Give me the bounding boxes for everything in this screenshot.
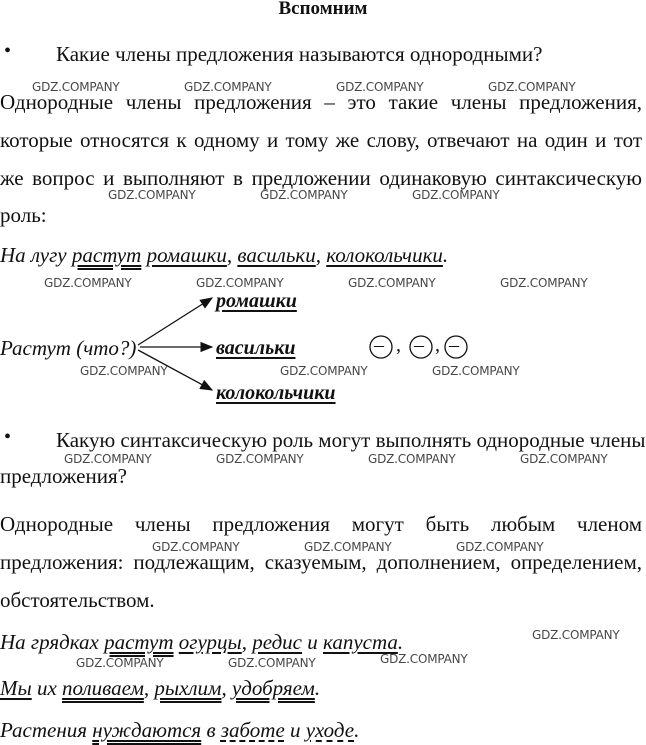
example-4-object-2: уходе [305, 718, 355, 742]
example-1-predicate: растут [71, 243, 142, 267]
answer-1-line-4: роль: [0, 203, 47, 227]
example-2-conjunction: и [302, 630, 324, 654]
answer-1-line-2: которые относятся к одному и тому же слову, отвечают на один и тот [0, 128, 642, 152]
example-2-subject-1: огурцы [178, 630, 242, 654]
watermark: GDZ.COMPANY [380, 652, 468, 666]
example-2-subject-3: капуста [323, 630, 398, 654]
watermark: GDZ.COMPANY [304, 540, 392, 554]
example-3-period: . [314, 676, 321, 700]
example-4-predicate: нуждаются [92, 718, 202, 742]
watermark: GDZ.COMPANY [196, 276, 284, 290]
question-1: Какие члены предложения называются однородными? [56, 42, 543, 66]
scheme-circle-3-sign: – [449, 334, 459, 356]
example-4-period: . [354, 718, 360, 742]
example-3-predicate-1: поливаем [62, 676, 144, 700]
example-1-period: . [442, 243, 449, 267]
scheme-comma-2: , [435, 334, 440, 356]
watermark: GDZ.COMPANY [456, 540, 544, 554]
example-4 [0, 718, 359, 743]
watermark: GDZ.COMPANY [500, 276, 588, 290]
question-2-line-1: Какую синтаксическую роль могут выполнять однородные члены [56, 428, 646, 452]
example-3 [0, 676, 320, 701]
watermark: GDZ.COMPANY [152, 540, 240, 554]
scheme-root: Растут (что?) [0, 336, 137, 360]
scheme-circle-2-sign: – [414, 334, 424, 356]
example-4-conjunction: и [284, 718, 306, 742]
watermark: GDZ.COMPANY [488, 80, 576, 94]
example-3-predicate-2: рыхлим [154, 676, 222, 700]
example-3-word: их [31, 676, 63, 700]
page-title: Вспомним [278, 0, 368, 19]
watermark: GDZ.COMPANY [520, 452, 608, 466]
watermark: GDZ.COMPANY [280, 364, 368, 378]
example-4-object-1: заботе [220, 718, 285, 742]
bullet-1: • [4, 40, 12, 62]
watermark: GDZ.COMPANY [412, 188, 500, 202]
answer-1-line-3: же вопрос и выполняют в предложении одинаковую синтаксическую [0, 166, 642, 190]
watermark: GDZ.COMPANY [348, 276, 436, 290]
watermark: GDZ.COMPANY [80, 364, 168, 378]
example-1-subject-1: ромашки [146, 243, 227, 267]
watermark: GDZ.COMPANY [184, 80, 272, 94]
scheme-branch-1: ромашки [216, 290, 297, 312]
example-3-subject: Мы [0, 676, 32, 700]
watermark: GDZ.COMPANY [216, 452, 304, 466]
example-2-predicate: растут [104, 630, 174, 654]
scheme-branch-3: колокольчики [216, 382, 336, 404]
example-1-comma-2: , [315, 243, 327, 267]
question-2-line-2: предложения? [0, 464, 127, 488]
example-1-comma-1: , [226, 243, 238, 267]
watermark: GDZ.COMPANY [228, 656, 316, 670]
example-2-word: На грядках [0, 630, 105, 654]
example-2 [0, 630, 403, 655]
example-2-period: . [397, 630, 404, 654]
scheme-circle-1-sign: – [374, 334, 384, 356]
answer-2-line-1: Однородные члены предложения могут быть любым членом [0, 512, 642, 536]
answer-1-line-1: Однородные члены предложения – это такие члены предложения, [0, 90, 642, 114]
example-3-predicate-3: удобряем [231, 676, 315, 700]
example-4-preposition: в [201, 718, 221, 742]
watermark: GDZ.COMPANY [108, 188, 196, 202]
scheme-branch-2: васильки [216, 337, 296, 359]
watermark: GDZ.COMPANY [432, 364, 520, 378]
example-1-subject-2: васильки [237, 243, 316, 267]
watermark: GDZ.COMPANY [76, 656, 164, 670]
scheme-comma-1: , [396, 334, 401, 356]
watermark: GDZ.COMPANY [64, 452, 152, 466]
example-4-subject: Растения [0, 718, 93, 742]
watermark: GDZ.COMPANY [336, 80, 424, 94]
example-1-word: На лугу [0, 243, 72, 267]
answer-2-line-3: обстоятельством. [0, 588, 155, 612]
bullet-2: • [4, 426, 12, 448]
watermark: GDZ.COMPANY [32, 80, 120, 94]
arrow-to-branch-1 [138, 298, 212, 345]
example-2-subject-2: редис [252, 630, 303, 654]
example-2-comma: , [241, 630, 253, 654]
example-1-subject-3: колокольчики [326, 243, 443, 267]
watermark: GDZ.COMPANY [532, 628, 620, 642]
example-3-comma-2: , [221, 676, 232, 700]
watermark: GDZ.COMPANY [260, 188, 348, 202]
answer-2-line-2: предложения: подлежащим, сказуемым, дополнением, определением, [0, 550, 642, 574]
watermark: GDZ.COMPANY [44, 276, 132, 290]
watermark: GDZ.COMPANY [368, 452, 456, 466]
example-3-comma-1: , [143, 676, 155, 700]
